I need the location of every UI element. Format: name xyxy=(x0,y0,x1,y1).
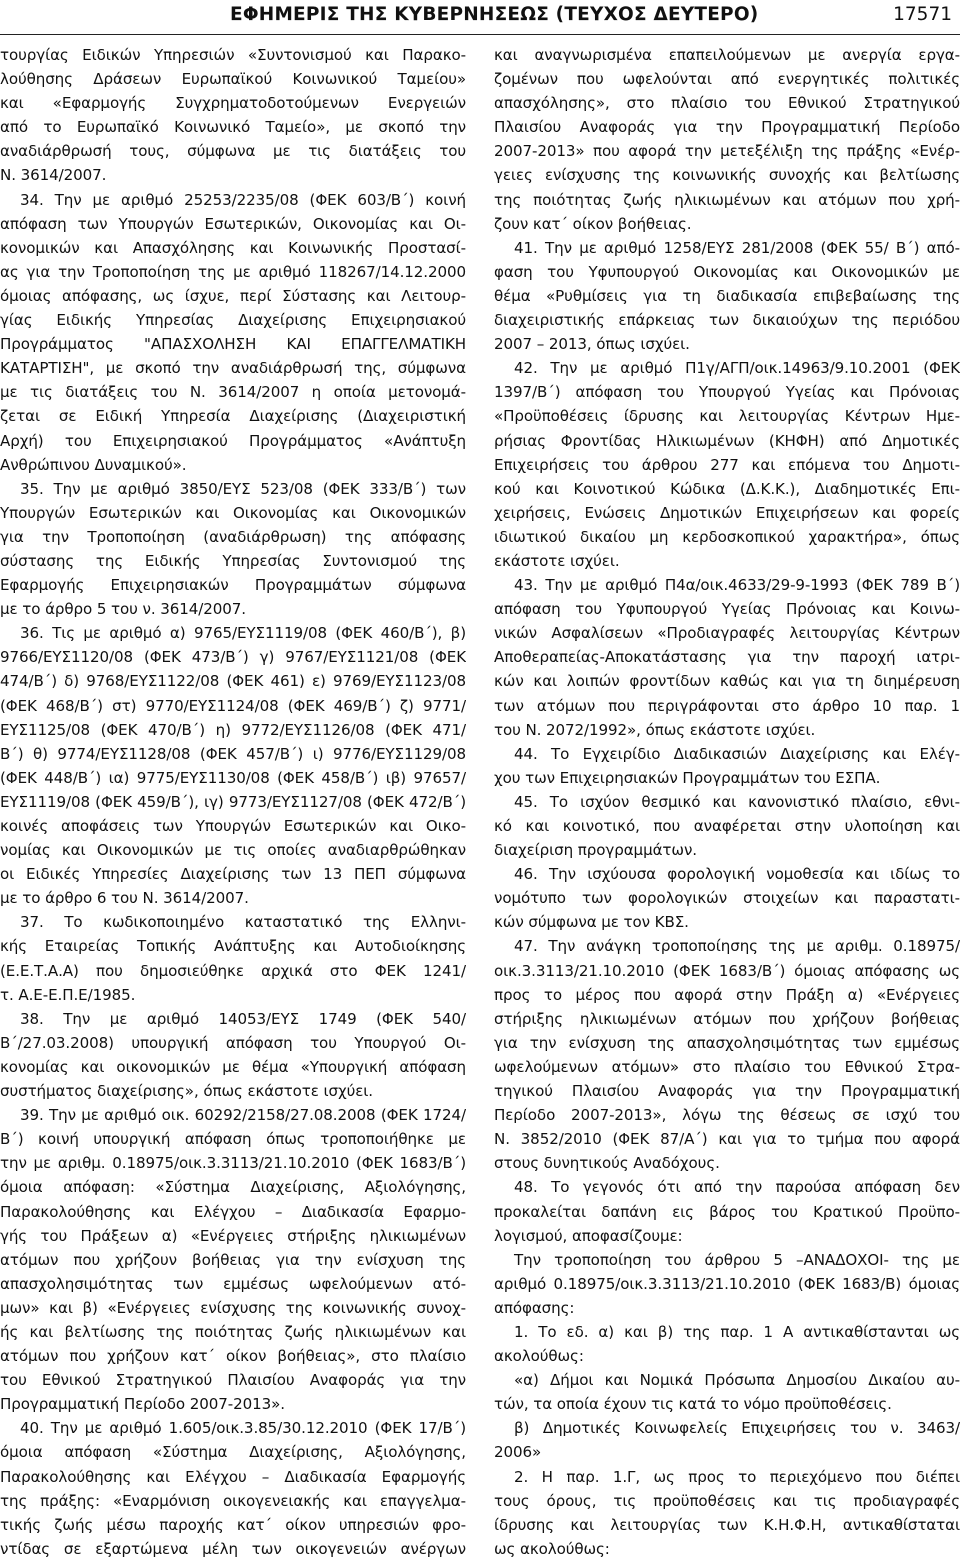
text-line: χου των Επιχειρησιακών Προγραμμάτων του ΕΣΠΑ. xyxy=(494,768,881,787)
text-line: διαχειριστικής επάρκειας των δικαιούχων της περιόδου xyxy=(494,311,960,330)
text-line: Ν. 3614/2007. xyxy=(0,166,107,185)
text-line: Επιχειρήσεις του άρθρου 277 και επόμενα του Δημοτι- xyxy=(494,455,960,474)
text-line: 2006» xyxy=(494,1443,542,1462)
text-line: νικών Ασφαλίσεων «Προδιαγραφές λειτουργίας Κέντρων xyxy=(494,624,960,643)
text-line: 38. Την με αριθμό 14053/ΕΥΣ 1749 (ΦΕΚ 540/ xyxy=(20,1009,466,1028)
text-line: κών και λοιπών φροντίδων καθώς και για τη διημέρευση xyxy=(494,672,960,691)
text-line: του Ν. 2072/1992», όπως εκάστοτε ισχύει. xyxy=(494,720,816,739)
text-line: ζουν κατ΄ οίκον βοήθειας. xyxy=(494,214,692,233)
text-line: β) Δημοτικές Κοινωφελείς Επιχειρήσεις του ν. 3463/ xyxy=(514,1419,960,1438)
text-line: οι Ειδικές Υπηρεσίες Διαχείρισης των 13 ΠΕΠ σύμφωνα xyxy=(0,865,466,884)
text-line: λογισμού, αποφασίζουμε: xyxy=(494,1226,683,1245)
text-line: απασχολησιμότητας των εμμέσως ωφελούμενων ατό- xyxy=(0,1274,466,1293)
page-header xyxy=(0,0,960,35)
text-line: (ΦΕΚ 448/Β΄) ια) 9775/ΕΥΣ1130/08 (ΦΕΚ 458/Β΄) ιβ) 97657/ xyxy=(0,768,466,787)
text-line: με τις διατάξεις του Ν. 3614/2007 η οποία μετονομά- xyxy=(0,383,466,402)
text-line: (Ε.Ε.Τ.Α.Α) που δημοσιεύθηκε αρχικά στο ΦΕΚ 1241/ xyxy=(0,961,466,980)
text-line: Ν. 3852/2010 (ΦΕΚ 87/Α΄) και για το τμήμα που αφορά xyxy=(494,1130,960,1149)
text-line: της πράξης: «Εναρμόνιση οικογενειακής και επαγγελμα- xyxy=(0,1491,466,1510)
text-line: τους όρους, τις προϋποθέσεις και τις προδιαγραφές xyxy=(494,1491,960,1510)
text-line: Αρχή) του Επιχειρησιακού Προγράμματος «Ανάπτυξη xyxy=(0,431,466,450)
text-line: όμοιας απόφασης, ως ίσχυε, περί Σύστασης και Λειτουρ- xyxy=(0,286,466,305)
text-line: αναδιάρθρωσή τους, σύμφωνα με τις διατάξεις του xyxy=(0,142,466,161)
text-line: όμοια απόφαση: «Σύστημα Διαχείρισης, Αξιολόγησης, xyxy=(0,1178,466,1197)
text-line: 1. Το εδ. α) και β) της παρ. 1 Α αντικαθίστανται ως xyxy=(514,1322,960,1341)
text-line: Β΄) κοινή υπουργική απόφαση όπως τροποποιήθηκε με xyxy=(0,1130,466,1149)
text-line: κοινές αποφάσεις των Υπουργών Εσωτερικών και Οικο- xyxy=(0,817,466,835)
text-line: κονομίας και οικονομικών με θέμα «Υπουργική απόφαση xyxy=(0,1057,466,1076)
text-line: διαχείριση προγραμμάτων. xyxy=(494,841,697,860)
text-line: Παρακολούθησης και Ελέγχου – Διαδικασία Εφαρμογής xyxy=(0,1467,466,1486)
text-line: όμοια απόφαση «Σύστημα Διαχείρισης, Αξιολόγησης, xyxy=(0,1443,466,1462)
text-line: απόφαση του Υφυπουργού Υγείας Πρόνοιας και Κοινω- xyxy=(494,600,960,619)
text-line: 40. Την με αριθμό 1.605/οικ.3.85/30.12.2010 (ΦΕΚ 17/Β΄) xyxy=(20,1419,466,1438)
text-line: τών, τα οποία έχουν τις κατά το νόμο προϋποθέσεις. xyxy=(494,1395,892,1414)
text-line: κής Εταιρείας Τοπικής Ανάπτυξης και Αυτοδιοίκησης xyxy=(0,937,466,956)
text-line: 46. Την ισχύουσα φορολογική νομοθεσία και ιδίως το xyxy=(514,865,960,884)
left-column xyxy=(0,43,466,1561)
text-line: 47. Την ανάγκη τροποποίησης της με αριθμ. 0.18975/ xyxy=(514,937,960,956)
text-line: και «Εφαρμογής Συγχρηματοδοτούμενων Ενεργειών xyxy=(0,94,466,113)
text-line: Περίοδο 2007-2013», λόγω της θέσεως σε ισχύ του xyxy=(494,1106,960,1125)
text-line: Υπουργών Εσωτερικών και Οικονομίας και Οικονομικών xyxy=(0,503,466,522)
right-column xyxy=(494,43,960,1561)
text-line: ντίδας σε εξαρτώμενα μέλη των οικογενειών ανέργων xyxy=(0,1539,466,1558)
text-line: νομότυπο των φορολογικών στοιχείων και παραστατι- xyxy=(494,889,960,908)
text-line: Β΄/27.03.2008) υπουργική απόφαση του Υπουργού Οι- xyxy=(0,1033,466,1052)
text-line: ιδιωτικού δικαίου μη κερδοσκοπικού χαρακτήρα», όπως xyxy=(494,527,960,546)
text-line: 34. Την με αριθμό 25253/2235/08 (ΦΕΚ 603/Β΄) κοινή xyxy=(20,190,466,209)
text-line: Β΄) θ) 9774/ΕΥΣ1128/08 (ΦΕΚ 457/Β΄) ι) 9776/ΕΥΣ1129/08 xyxy=(0,744,466,763)
page-number: 17571 xyxy=(893,4,952,25)
text-line: ας για την Τροποποίηση της με αριθμό 118267/14.12.2000 xyxy=(0,262,466,281)
text-line: ζομένων που ωφελούνται από ενεργητικές πολιτικές xyxy=(494,70,960,89)
text-line: απασχόλησης», στο πλαίσιο του Εθνικού Στρατηγικού xyxy=(494,94,960,113)
text-line: ίδρυσης και λειτουργίας των Κ.Η.Φ.Η, αντικαθίσταται xyxy=(494,1515,960,1534)
text-line: 39. Την με αριθμό οικ. 60292/2158/27.08.2008 (ΦΕΚ 1724/ xyxy=(20,1106,466,1125)
text-line: ΕΥΣ1125/08 (ΦΕΚ 470/Β΄) η) 9772/ΕΥΣ1126/08 (ΦΕΚ 471/ xyxy=(0,720,466,739)
text-line: με το άρθρο 6 του Ν. 3614/2007. xyxy=(0,889,249,908)
text-line: στήριξης ηλικιωμένων ατόμων που χρήζουν βοήθειας xyxy=(494,1009,960,1028)
text-line: γειες ενίσχυσης της κοινωνικής συνοχής και βελτίωσης xyxy=(494,166,960,185)
text-line: χειρήσεις, Ενώσεις Δημοτικών Επιχειρήσεων και φορείς xyxy=(494,503,960,522)
text-line: γής του Πράξεων α) «Ενέργειες στήριξης ηλικιωμένων xyxy=(0,1226,466,1245)
text-line: 9766/ΕΥΣ1120/08 (ΦΕΚ 473/Β΄) γ) 9767/ΕΥΣ1121/08 (ΦΕΚ xyxy=(0,648,466,667)
text-line: Προγράμματος "ΑΠΑΣΧΟΛΗΣΗ ΚΑΙ ΕΠΑΓΓΕΛΜΑΤΙΚΗ xyxy=(0,335,466,354)
text-line: ατόμων που χρήζουν βοήθειας για την ενίσχυση της xyxy=(0,1250,466,1269)
text-line: 35. Την με αριθμό 3850/ΕΥΣ 523/08 (ΦΕΚ 333/Β΄) των xyxy=(20,479,466,498)
text-line: ΚΑΤΑΡΤΙΣΗ", με σκοπό την αναδιάρθρωσή της, σύμφωνα xyxy=(0,359,466,378)
text-line: Προγραμματική Περίοδο 2007-2013». xyxy=(0,1395,285,1414)
text-line: ζεται σε Ειδική Υπηρεσία Διαχείρισης (Διαχειριστική xyxy=(0,407,466,426)
text-line: απόφαση των Υπουργών Εσωτερικών, Οικονομίας και Οι- xyxy=(0,214,466,233)
text-line: 44. Το Εγχειρίδιο Διαδικασιών Διαχείρισης και Ελέγ- xyxy=(514,744,960,763)
text-line: (ΦΕΚ 468/Β΄) στ) 9770/ΕΥΣ1124/08 (ΦΕΚ 469/Β΄) ζ) 9771/ xyxy=(0,696,466,715)
text-line: της ποιότητας ζωής ηλικιωμένων και ατόμων που χρή- xyxy=(494,190,960,209)
text-line: 48. Το γεγονός ότι από την παρούσα απόφαση δεν xyxy=(514,1178,960,1197)
text-line: των ατόμων που περιγράφονται στο άρθρο 10 παρ. 1 xyxy=(494,696,960,715)
text-line: τουργίας Ειδικών Υπηρεσιών «Συντονισμού και Παρακο- xyxy=(0,46,466,64)
text-line: 45. Το ισχύον θεσμικό και κανονιστικό πλαίσιο, εθνι- xyxy=(514,792,960,811)
text-line: προς το μέρος που αφορά στην Πράξη α) «Ενέργειες xyxy=(494,985,960,1004)
text-line: για την Τροποποίηση (αναδιάρθρωση) της απόφασης xyxy=(0,527,466,546)
text-line: στους δυνητικούς Αναδόχους. xyxy=(494,1154,720,1173)
text-line: γίας Ειδικής Υπηρεσίας Διαχείρισης Επιχειρησιακού xyxy=(0,311,466,330)
text-line: Ανθρώπινου Δυναμικού». xyxy=(0,455,187,474)
text-line: 1397/Β΄) απόφαση του Υπουργού Υγείας και Πρόνοιας xyxy=(494,383,960,402)
text-line: και αναγνωρισμένα επαπειλούμενων με ανεργία εργα- xyxy=(494,46,960,64)
text-line: ατόμων που χρήζουν κατ΄ οίκον βοήθειας», στο πλαίσιο xyxy=(0,1347,466,1366)
text-line: σύστασης της Ειδικής Υπηρεσίας Συντονισμού της xyxy=(0,551,466,570)
text-line: απόφασης: xyxy=(494,1298,575,1317)
text-line: Εφαρμογής Επιχειρησιακών Προγραμμάτων σύμφωνα xyxy=(0,576,466,595)
text-line: ως ακολούθως: xyxy=(494,1539,610,1558)
text-line: ακολούθως: xyxy=(494,1347,584,1366)
text-line: ΕΥΣ1119/08 (ΦΕΚ 459/Β΄), ιγ) 9773/ΕΥΣ1127/08 (ΦΕΚ 472/Β΄) xyxy=(0,792,466,811)
text-line: ρήσιας Φροντίδας Ηλικιωμένων (ΚΗΦΗ) από Δημοτικές xyxy=(494,431,960,450)
text-line: Πλαισίου Αναφοράς για την Προγραμματική Περίοδο xyxy=(494,118,960,137)
text-line: θέμα «Ρυθμίσεις για τη διαδικασία επιβεβαίωσης της xyxy=(494,286,960,305)
text-line: την με αριθμ. 0.18975/οικ.3.3113/21.10.2010 (ΦΕΚ 1683/Β΄) xyxy=(0,1154,466,1173)
text-line: τηγικού Πλαισίου Αναφοράς για την Προγραμματική xyxy=(494,1082,960,1101)
text-line: τικής ζωής μέσω παροχής κατ΄ οίκον υπηρεσιών φρο- xyxy=(0,1515,466,1534)
text-line: εκάστοτε ισχύει. xyxy=(494,551,620,570)
text-line: Την τροποποίηση του άρθρου 5 –ΑΝΑΔΟΧΟΙ- της με xyxy=(514,1250,960,1269)
text-line: κών σύμφωνα με τον ΚΒΣ. xyxy=(494,913,689,932)
text-line: για την ενίσχυση της απασχολησιμότητας των εμμέσως xyxy=(494,1033,960,1052)
text-line: «Προϋποθέσεις ίδρυσης και λειτουργίας Κέντρων Ημε- xyxy=(494,407,960,426)
text-line: 2007-2013» που αφορά την μετεξέλιξη της πράξης «Ενέρ- xyxy=(494,142,960,161)
text-line: 42. Την με αριθμό Π1γ/ΑΓΠ/οικ.14963/9.10.2001 (ΦΕΚ xyxy=(514,359,960,378)
text-line: Παρακολούθησης και Ελέγχου – Διαδικασία Εφαρμο- xyxy=(0,1202,466,1221)
text-line: λούθησης Δράσεων Ευρωπαϊκού Κοινωνικού Ταμείου» xyxy=(0,70,466,89)
text-line: του Εθνικού Στρατηγικού Πλαισίου Αναφοράς για την xyxy=(0,1371,466,1390)
text-line: κού και Κοινοτικού Κώδικα (Δ.Κ.Κ.), Διαδημοτικές Επι- xyxy=(494,479,960,498)
text-line: ής και βελτίωσης της ποιότητας ζωής ηλικιωμένων και xyxy=(0,1322,466,1341)
text-line: 36. Τις με αριθμό α) 9765/ΕΥΣ1119/08 (ΦΕΚ 460/Β΄), β) xyxy=(20,624,466,643)
text-line: κονομικών και Απασχόλησης και Κοινωνικής Προστασί- xyxy=(0,238,466,257)
gazette-title: ΕΦΗΜΕΡΙΣ ΤΗΣ ΚΥΒΕΡΝΗΣΕΩΣ (ΤΕΥΧΟΣ ΔΕΥΤΕΡΟ) xyxy=(230,4,759,25)
text-line: μων» και β) «Ενέργειες ενίσχυσης της κοινωνικής συνοχ- xyxy=(0,1298,466,1317)
text-line: ωφελούμενων ατόμων» στο πλαίσιο του Εθνικού Στρα- xyxy=(494,1057,960,1076)
text-line: νομίας και Οικονομικών με τις οποίες αναδιαρθρώθηκαν xyxy=(0,841,466,860)
text-line: 41. Την με αριθμό 1258/ΕΥΣ 281/2008 (ΦΕΚ 55/ Β΄) από- xyxy=(514,238,960,257)
text-line: 2007 – 2013, όπως ισχύει. xyxy=(494,335,690,354)
text-line: Αποθεραπείας-Αποκατάστασης για την παροχή ιατρι- xyxy=(494,648,960,667)
text-line: με το άρθρο 5 του ν. 3614/2007. xyxy=(0,600,246,619)
text-line: 474/Β΄) δ) 9768/ΕΥΣ1122/08 (ΦΕΚ 461) ε) 9769/ΕΥΣ1123/08 xyxy=(0,672,466,691)
text-line: τ. Α.Ε-Ε.Π.Ε/1985. xyxy=(0,985,136,1004)
text-line: συστήματος διαχείρισης», όπως εκάστοτε ισχύει. xyxy=(0,1082,373,1101)
text-line: «α) Δήμοι και Νομικά Πρόσωπα Δημοσίου Δικαίου αυ- xyxy=(514,1371,960,1390)
text-line: προκαλείται δαπάνη εις βάρος του Κρατικού Προϋπο- xyxy=(494,1202,960,1221)
text-line: οικ.3.3113/21.10.2010 (ΦΕΚ 1683/Β΄) όμοιας απόφασης ως xyxy=(494,961,960,980)
text-line: από το Ευρωπαϊκό Κοινωνικό Ταμείο», με σκοπό την xyxy=(0,118,466,137)
text-line: φαση του Υφυπουργού Οικονομίας και Οικονομικών με xyxy=(494,262,960,281)
text-line: 2. Η παρ. 1.Γ, ως προς το περιεχόμενο που διέπει xyxy=(514,1467,960,1486)
text-line: 43. Την με αριθμό Π4α/οικ.4633/29-9-1993 (ΦΕΚ 789 Β΄) xyxy=(514,576,960,595)
text-line: κό και κοινοτικό, που αναφέρεται στην υλοποίηση και xyxy=(494,817,960,835)
text-line: 37. Το κωδικοποιημένο καταστατικό της Ελληνι- xyxy=(20,913,466,932)
text-line: αριθμό 0.18975/οικ.3.3113/21.10.2010 (ΦΕΚ 1683/Β) όμοιας xyxy=(494,1274,960,1293)
